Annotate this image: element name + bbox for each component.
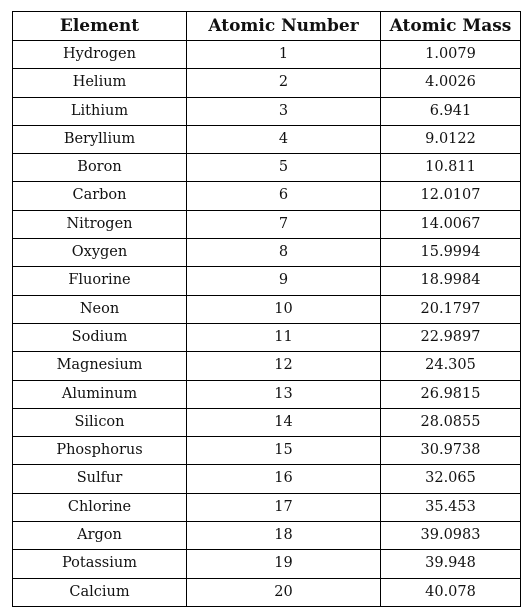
atomic-mass-cell: 9.0122	[381, 125, 521, 153]
atomic-mass-cell: 22.9897	[381, 323, 521, 351]
table-row	[13, 408, 521, 436]
element-name-cell: Potassium	[13, 550, 187, 578]
atomic-mass-cell: 24.305	[381, 352, 521, 380]
atomic-number-cell: 16	[187, 465, 381, 493]
element-name-cell: Oxygen	[13, 239, 187, 267]
atomic-number-cell: 18	[187, 522, 381, 550]
table-row	[13, 69, 521, 97]
atomic-number-cell: 6	[187, 182, 381, 210]
element-name-cell: Beryllium	[13, 125, 187, 153]
table-row	[13, 437, 521, 465]
atomic-number-cell: 3	[187, 97, 381, 125]
table-row	[13, 380, 521, 408]
atomic-mass-cell: 12.0107	[381, 182, 521, 210]
element-table	[12, 11, 521, 607]
table-row	[13, 352, 521, 380]
atomic-number-cell: 17	[187, 493, 381, 521]
atomic-number-cell: 2	[187, 69, 381, 97]
table-row	[13, 295, 521, 323]
atomic-number-cell: 11	[187, 323, 381, 351]
atomic-mass-cell: 10.811	[381, 154, 521, 182]
atomic-number-cell: 8	[187, 239, 381, 267]
element-name-cell: Hydrogen	[13, 41, 187, 69]
atomic-mass-cell: 6.941	[381, 97, 521, 125]
table-row	[13, 125, 521, 153]
atomic-number-cell: 19	[187, 550, 381, 578]
atomic-mass-cell: 1.0079	[381, 41, 521, 69]
element-name-cell: Boron	[13, 154, 187, 182]
table-row	[13, 97, 521, 125]
atomic-mass-cell: 32.065	[381, 465, 521, 493]
element-name-cell: Argon	[13, 522, 187, 550]
atomic-number-cell: 5	[187, 154, 381, 182]
atomic-mass-cell: 39.0983	[381, 522, 521, 550]
atomic-mass-cell: 35.453	[381, 493, 521, 521]
element-name-cell: Aluminum	[13, 380, 187, 408]
table-row	[13, 522, 521, 550]
atomic-number-cell: 15	[187, 437, 381, 465]
table-row	[13, 154, 521, 182]
atomic-mass-cell: 39.948	[381, 550, 521, 578]
header-atomic-mass: Atomic Mass	[381, 12, 521, 41]
header-element: Element	[13, 12, 187, 41]
table-body	[13, 41, 521, 607]
atomic-mass-cell: 14.0067	[381, 210, 521, 238]
table-row	[13, 323, 521, 351]
header-atomic-number: Atomic Number	[187, 12, 381, 41]
element-name-cell: Lithium	[13, 97, 187, 125]
table-row	[13, 465, 521, 493]
atomic-mass-cell: 30.9738	[381, 437, 521, 465]
atomic-number-cell: 13	[187, 380, 381, 408]
atomic-number-cell: 7	[187, 210, 381, 238]
header-row	[13, 12, 521, 41]
element-name-cell: Magnesium	[13, 352, 187, 380]
element-name-cell: Phosphorus	[13, 437, 187, 465]
atomic-number-cell: 14	[187, 408, 381, 436]
element-name-cell: Sulfur	[13, 465, 187, 493]
atomic-mass-cell: 4.0026	[381, 69, 521, 97]
element-name-cell: Helium	[13, 69, 187, 97]
element-name-cell: Carbon	[13, 182, 187, 210]
table-header	[13, 12, 521, 41]
atomic-number-cell: 12	[187, 352, 381, 380]
atomic-number-cell: 4	[187, 125, 381, 153]
table-row	[13, 239, 521, 267]
element-name-cell: Fluorine	[13, 267, 187, 295]
atomic-mass-cell: 15.9994	[381, 239, 521, 267]
atomic-mass-cell: 20.1797	[381, 295, 521, 323]
table-row	[13, 41, 521, 69]
atomic-number-cell: 9	[187, 267, 381, 295]
atomic-mass-cell: 26.9815	[381, 380, 521, 408]
table-row	[13, 493, 521, 521]
element-table-container	[12, 11, 520, 607]
element-name-cell: Chlorine	[13, 493, 187, 521]
element-name-cell: Neon	[13, 295, 187, 323]
atomic-number-cell: 20	[187, 578, 381, 606]
atomic-mass-cell: 18.9984	[381, 267, 521, 295]
atomic-mass-cell: 28.0855	[381, 408, 521, 436]
atomic-number-cell: 1	[187, 41, 381, 69]
table-row	[13, 210, 521, 238]
element-name-cell: Sodium	[13, 323, 187, 351]
table-row	[13, 578, 521, 606]
atomic-number-cell: 10	[187, 295, 381, 323]
table-row	[13, 550, 521, 578]
element-name-cell: Silicon	[13, 408, 187, 436]
atomic-mass-cell: 40.078	[381, 578, 521, 606]
element-name-cell: Nitrogen	[13, 210, 187, 238]
table-row	[13, 267, 521, 295]
table-row	[13, 182, 521, 210]
element-name-cell: Calcium	[13, 578, 187, 606]
